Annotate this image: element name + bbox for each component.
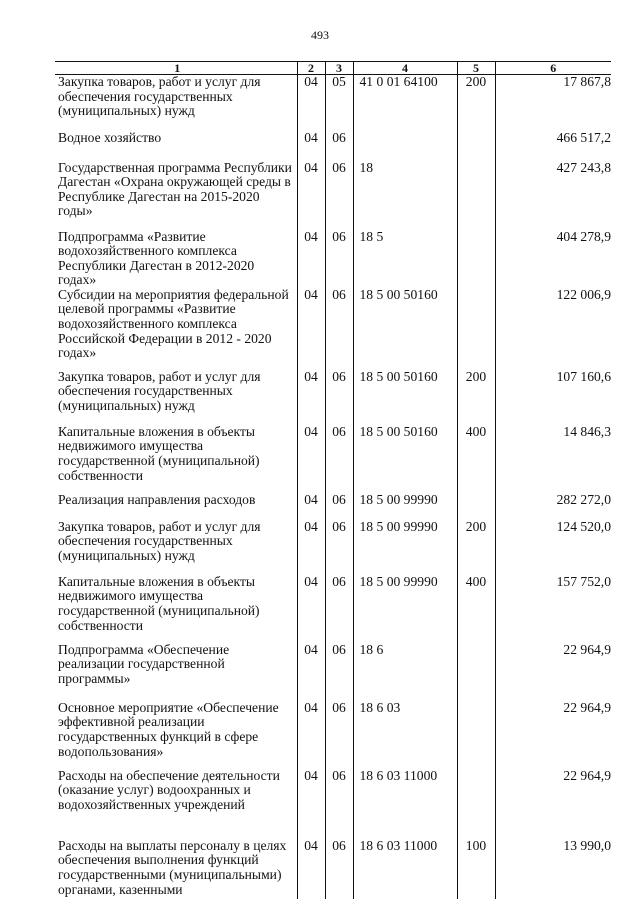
- row-subsection: 06: [325, 161, 353, 230]
- table-row: [55, 230, 611, 288]
- row-expense-type: [457, 493, 495, 520]
- row-section: 04: [297, 161, 325, 230]
- row-expense-type: 200: [457, 520, 495, 575]
- column-header-5: 5: [457, 62, 495, 75]
- row-target-item: 18 6 03: [353, 701, 457, 769]
- row-amount: 107 160,6: [495, 370, 611, 425]
- row-expense-type: [457, 230, 495, 288]
- row-name: Капитальные вложения в объекты недвижимого имущества государственной (муниципальной) собственности: [58, 573, 260, 633]
- row-section: 04: [297, 643, 325, 701]
- budget-table: [55, 61, 611, 899]
- row-name: Государственная программа Республики Дагестан «Охрана окружающей среды в Республике Дагестан на 2015-2020 годы»: [58, 159, 292, 219]
- row-subsection: 06: [325, 425, 353, 493]
- row-amount: 22 964,9: [495, 701, 611, 769]
- row-target-item: 18 5: [353, 230, 457, 288]
- table-row: [55, 131, 611, 161]
- row-expense-type: 100: [457, 839, 495, 899]
- row-expense-type: 400: [457, 575, 495, 643]
- row-amount: 14 846,3: [495, 425, 611, 493]
- row-section: 04: [297, 701, 325, 769]
- row-target-item: 18 5 00 99990: [353, 575, 457, 643]
- row-subsection: 06: [325, 769, 353, 839]
- row-target-item: 41 0 01 64100: [353, 75, 457, 131]
- row-amount: 22 964,9: [495, 769, 611, 839]
- row-amount: 157 752,0: [495, 575, 611, 643]
- row-name: Закупка товаров, работ и услуг для обеспечения государственных (муниципальных) нужд: [58, 518, 261, 564]
- row-name: Подпрограмма «Развитие водохозяйственного комплекса Республики Дагестан в 2012-2020 годах»: [58, 228, 255, 288]
- column-header-3: 3: [325, 62, 353, 75]
- row-subsection: 06: [325, 288, 353, 370]
- table-row: [55, 769, 611, 839]
- row-subsection: 06: [325, 643, 353, 701]
- table-row: [55, 643, 611, 701]
- row-expense-type: [457, 701, 495, 769]
- row-amount: 17 867,8: [495, 75, 611, 131]
- row-name: Основное мероприятие «Обеспечение эффективной реализации государственных функций в сфере водопользования»: [58, 699, 279, 759]
- row-amount: 282 272,0: [495, 493, 611, 520]
- row-name: Расходы на обеспечение деятельности (оказание услуг) водоохранных и водохозяйственных учреждений: [58, 767, 280, 813]
- row-expense-type: [457, 643, 495, 701]
- row-expense-type: [457, 769, 495, 839]
- row-name: Закупка товаров, работ и услуг для обеспечения государственных (муниципальных) нужд: [58, 368, 261, 414]
- column-header-1: 1: [55, 62, 297, 75]
- row-subsection: 06: [325, 230, 353, 288]
- table-row: [55, 161, 611, 230]
- row-amount: 427 243,8: [495, 161, 611, 230]
- row-section: 04: [297, 769, 325, 839]
- row-name: Расходы на выплаты персоналу в целях обеспечения выполнения функций государственными (муниципальными) органами, казенными: [58, 837, 287, 897]
- row-subsection: 06: [325, 701, 353, 769]
- row-expense-type: 200: [457, 370, 495, 425]
- row-expense-type: [457, 288, 495, 370]
- row-section: 04: [297, 370, 325, 425]
- row-section: 04: [297, 520, 325, 575]
- column-header-2: 2: [297, 62, 325, 75]
- row-target-item: 18 6: [353, 643, 457, 701]
- row-target-item: 18 6 03 11000: [353, 769, 457, 839]
- row-section: 04: [297, 575, 325, 643]
- header-row: [55, 62, 611, 75]
- row-amount: 122 006,9: [495, 288, 611, 370]
- row-subsection: 06: [325, 520, 353, 575]
- row-target-item: 18: [353, 161, 457, 230]
- row-section: 04: [297, 839, 325, 899]
- page-number: 493: [311, 28, 329, 42]
- table-row: [55, 575, 611, 643]
- row-amount: 13 990,0: [495, 839, 611, 899]
- row-subsection: 06: [325, 370, 353, 425]
- row-expense-type: 400: [457, 425, 495, 493]
- row-name: Капитальные вложения в объекты недвижимого имущества государственной (муниципальной) собственности: [58, 423, 260, 483]
- row-subsection: 06: [325, 131, 353, 161]
- row-name: Водное хозяйство: [58, 129, 162, 145]
- row-section: 04: [297, 131, 325, 161]
- row-subsection: 06: [325, 575, 353, 643]
- table-row: [55, 370, 611, 425]
- table-row: [55, 425, 611, 493]
- table-row: [55, 520, 611, 575]
- row-subsection: 05: [325, 75, 353, 131]
- row-target-item: 18 5 00 50160: [353, 425, 457, 493]
- row-section: 04: [297, 75, 325, 131]
- row-expense-type: 200: [457, 75, 495, 131]
- row-expense-type: [457, 131, 495, 161]
- table-row: [55, 75, 611, 131]
- column-header-6: 6: [495, 62, 611, 75]
- row-name: Подпрограмма «Обеспечение реализации государственной программы»: [58, 641, 230, 687]
- row-section: 04: [297, 493, 325, 520]
- row-section: 04: [297, 288, 325, 370]
- row-amount: 404 278,9: [495, 230, 611, 288]
- table-row: [55, 701, 611, 769]
- row-name: Субсидии на мероприятия федеральной целевой программы «Развитие водохозяйственного комплекса Российской Федерации в 2012 - 2020 годах»: [58, 286, 289, 361]
- row-amount: 124 520,0: [495, 520, 611, 575]
- row-amount: 22 964,9: [495, 643, 611, 701]
- row-section: 04: [297, 230, 325, 288]
- row-name: Закупка товаров, работ и услуг для обеспечения государственных (муниципальных) нужд: [58, 74, 261, 119]
- table-row: [55, 493, 611, 520]
- row-subsection: 06: [325, 493, 353, 520]
- row-amount: 466 517,2: [495, 131, 611, 161]
- table-row: [55, 839, 611, 899]
- row-section: 04: [297, 425, 325, 493]
- table-row: [55, 288, 611, 370]
- row-target-item: 18 5 00 99990: [353, 493, 457, 520]
- column-header-4: 4: [353, 62, 457, 75]
- row-target-item: 18 5 00 50160: [353, 288, 457, 370]
- row-target-item: 18 5 00 50160: [353, 370, 457, 425]
- row-subsection: 06: [325, 839, 353, 899]
- row-name: Реализация направления расходов: [58, 491, 256, 507]
- row-expense-type: [457, 161, 495, 230]
- row-target-item: 18 6 03 11000: [353, 839, 457, 899]
- row-target-item: 18 5 00 99990: [353, 520, 457, 575]
- row-target-item: [353, 131, 457, 161]
